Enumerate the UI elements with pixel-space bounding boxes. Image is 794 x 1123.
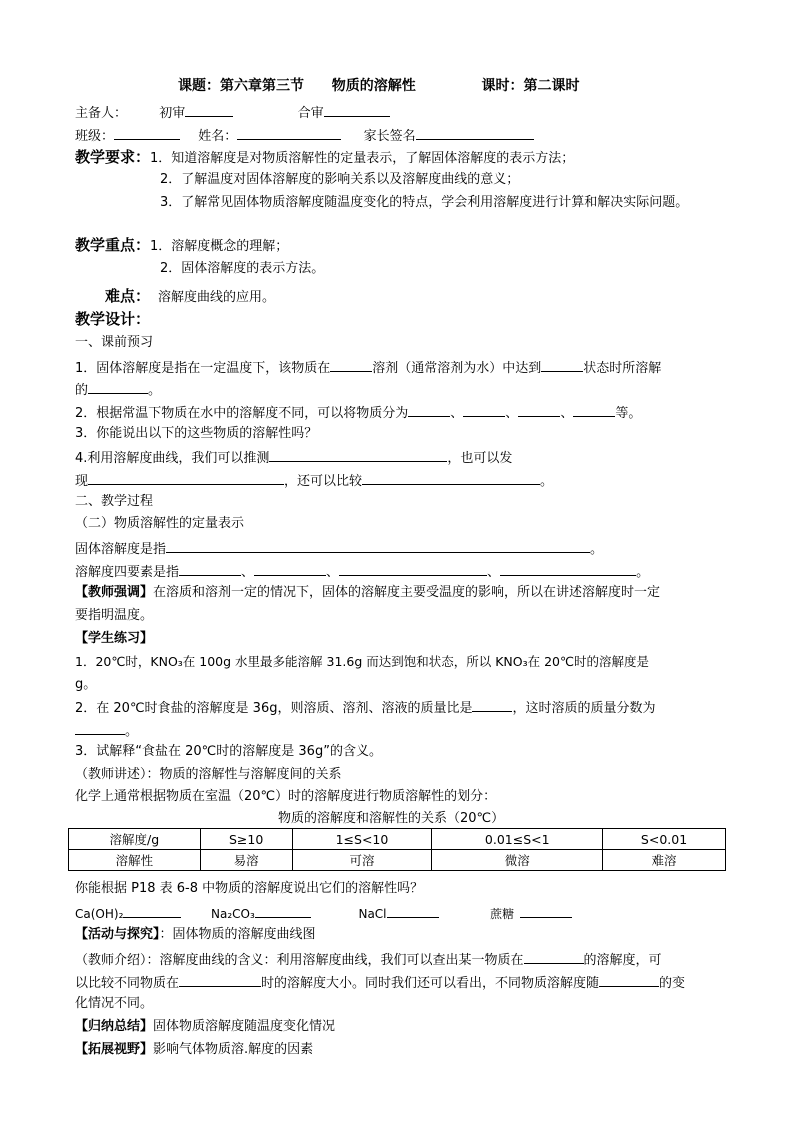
teacher-intro-cont: 以比较不同物质在 时的溶解度大小。同时我们还可以看出，不同物质溶解度随 的变: [75, 972, 685, 993]
q4-blank-2[interactable]: [88, 470, 284, 485]
requirement-item: 2．了解温度对固体溶解度的影响关系以及溶解度曲线的意义；: [160, 172, 520, 187]
preview-q2: 2．根据常温下物质在水中的溶解度不同，可以将物质分为 、 、 、 等。: [75, 402, 641, 423]
classification-text: 化学上通常根据物质在室温（20℃）时的溶解度进行物质溶解性的划分：: [75, 789, 497, 804]
compound-blank[interactable]: [255, 903, 311, 918]
element-blank[interactable]: [339, 561, 487, 576]
four-elements-line: 溶解度四要素是指 、 、 、 。: [75, 561, 649, 582]
preview-q1: 1．固体溶解度是指在一定温度下，该物质在 溶剂（通常溶剂为水）中达到 状态时所溶解: [75, 357, 661, 378]
table-cell: 溶解性: [69, 850, 201, 871]
practice-label: 【学生练习】: [75, 631, 154, 646]
q1-blank-2[interactable]: [541, 357, 583, 372]
intro-blank-3[interactable]: [599, 972, 659, 987]
table-cell: 难溶: [603, 850, 726, 871]
expand-line: 【拓展视野】影响气体物质溶.解度的因素: [75, 1042, 314, 1057]
teacher-intro: （教师介绍）：溶解度曲线的含义：利用溶解度曲线，我们可以查出某一物质在 的溶解度，可: [75, 949, 662, 970]
meta-student: 班级： 姓名： 家长签名: [75, 125, 534, 146]
solubility-table: [68, 828, 726, 871]
table-caption: 物质的溶解度和溶解性的关系（20℃）: [278, 811, 505, 826]
intro-blank-1[interactable]: [524, 949, 584, 964]
preview-q3: 3．你能说出以下的这些物质的溶解性吗？: [75, 426, 318, 441]
first-review-blank[interactable]: [185, 102, 233, 117]
table-cell: 微溶: [432, 850, 603, 871]
compound-blank[interactable]: [520, 903, 572, 918]
preview-q4: 4.利用溶解度曲线，我们可以推测 ，也可以发: [75, 447, 512, 468]
name-blank[interactable]: [237, 125, 341, 140]
ex2-blank-1[interactable]: [472, 697, 512, 712]
table-cell: 溶解度/g: [69, 829, 201, 850]
exercise-3: 3．试解释“食盐在 20℃时的溶解度是 36g”的含义。: [75, 744, 382, 759]
q4-blank-1[interactable]: [269, 447, 447, 462]
requirement-item: 3．了解常见固体物质溶解度随温度变化的特点，学会利用溶解度进行计算和解决实际问题。: [160, 195, 689, 210]
key-point-item: 2．固体溶解度的表示方法。: [160, 261, 325, 276]
exercise-1: 1．20℃时，KNO₃在 100g 水里最多能溶解 31.6g 而达到饱和状态，所以 KNO₃在 20℃时的溶解度是: [75, 654, 650, 669]
q2-blank[interactable]: [573, 402, 615, 417]
ex2-blank-2[interactable]: [75, 720, 125, 735]
table-cell: 0.01≤S<1: [432, 829, 603, 850]
joint-review-blank[interactable]: [324, 102, 390, 117]
teacher-lecture: （教师讲述）：物质的溶解性与溶解度间的关系: [75, 767, 342, 782]
design-heading: 教学设计：: [75, 310, 151, 328]
table-cell: 可溶: [292, 850, 432, 871]
preview-q4-cont: 现 ，还可以比较 。: [75, 470, 553, 491]
element-blank[interactable]: [500, 561, 636, 576]
q2-blank[interactable]: [518, 402, 560, 417]
definition-blank[interactable]: [166, 538, 590, 553]
exercise-2: 2．在 20℃时食盐的溶解度是 36g，则溶质、溶剂、溶液的质量比是 ，这时溶质的质量分数为: [75, 697, 656, 718]
parent-sign-blank[interactable]: [416, 125, 534, 140]
q2-blank[interactable]: [463, 402, 505, 417]
element-blank[interactable]: [179, 561, 241, 576]
page-title: 课题：第六章第三节 物质的溶解性 课时：第二课时: [178, 78, 580, 94]
exercise-2-cont: 。: [75, 720, 138, 741]
exercise-1-cont: g。: [75, 677, 97, 692]
compounds-line: Ca(OH)₂ Na₂CO₃ NaCl 蔗糖: [75, 903, 572, 923]
table-row: [69, 829, 726, 850]
q1-blank-3[interactable]: [88, 379, 148, 394]
table-row: [69, 850, 726, 871]
compound-blank[interactable]: [123, 903, 181, 918]
element-blank[interactable]: [254, 561, 326, 576]
teacher-emphasis: 【教师强调】在溶质和溶剂一定的情况下，固体的溶解度主要受温度的影响，所以在讲述溶解度时一定: [75, 585, 661, 600]
summary-line: 【归纳总结】固体物质溶解度随温度变化情况: [75, 1019, 336, 1034]
q1-blank-1[interactable]: [330, 357, 372, 372]
teacher-emphasis-cont: 要指明温度。: [75, 608, 154, 623]
compound-blank[interactable]: [387, 903, 439, 918]
class-blank[interactable]: [114, 125, 180, 140]
sub-heading: （二）物质溶解性的定量表示: [75, 516, 245, 531]
requirements: 教学要求：1．知道溶解度是对物质溶解性的定量表示，了解固体溶解度的表示方法；: [75, 148, 575, 166]
table-cell: S<0.01: [603, 829, 726, 850]
preview-heading: 一、课前预习: [75, 335, 154, 350]
table-cell: 1≤S<10: [292, 829, 432, 850]
meta-reviewers: 主备人： 初审 合审: [75, 102, 390, 123]
solubility-question: 你能根据 P18 表 6-8 中物质的溶解度说出它们的溶解性吗？: [75, 881, 424, 896]
table-cell: 易溶: [200, 850, 292, 871]
activity-line: 【活动与探究】：固体物质的溶解度曲线图: [75, 927, 316, 942]
table-cell: S≥10: [200, 829, 292, 850]
difficulty: 难点： 溶解度曲线的应用。: [105, 287, 276, 305]
definition-line: 固体溶解度是指 。: [75, 538, 603, 559]
key-points: 教学重点：1．溶解度概念的理解；: [75, 236, 289, 254]
process-heading: 二、教学过程: [75, 494, 154, 509]
q2-blank[interactable]: [408, 402, 450, 417]
teacher-intro-end: 化情况不同。: [75, 996, 154, 1011]
q4-blank-3[interactable]: [362, 470, 540, 485]
preview-q1-cont: 的 。: [75, 379, 161, 400]
intro-blank-2[interactable]: [179, 972, 261, 987]
